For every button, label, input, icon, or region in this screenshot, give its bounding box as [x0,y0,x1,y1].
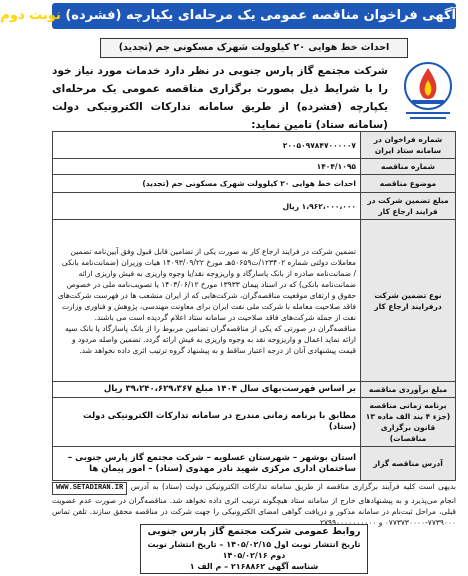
tender-number-value: ۲۰۰۵۰۹۷۸۴۷۰۰۰۰۰۷ [53,132,361,159]
notice-round-badge: نوبت دوم [0,8,61,23]
public-relations-title: روابط عمومی شرکت مجتمع گاز پارس جنوبی [147,526,361,537]
notice-id: شناسه آگهی ۲۱۶۸۸۶۲ – م الف ۱ [189,562,319,571]
schedule-value: مطابق با برنامه زمانی مندرج در سامانه تدارکات الکترونیکی دولت (ستاد) [53,398,361,447]
table-row [53,159,456,175]
footer-text-before: بدیهی است کلیه فرآیند برگزاری مناقصه از طریق سامانه تدارکات الکترونیکی دولت (ستاد) به آدرس [130,482,456,491]
estimated-amount-value: بر اساس فهرست‌بهای سال ۱۴۰۴ مبلغ ۳۹،۲۴۰،۶۲۹،۳۶۷ ریال [53,382,361,398]
publish-dates: تاریخ انتشار نوبت اول ۱۴۰۵/۰۲/۱۵ – تاریخ انتشار نوبت دوم ۱۴۰۵/۰۲/۱۶ [147,540,361,560]
row-label: مبلغ برآوردی مناقصه [361,382,456,398]
table-row [53,447,456,481]
row-label: برنامه زمانی مناقصه (جزء ۴ بند الف ماده ۱۳ قانون برگزاری مناقصات) [361,398,456,447]
setad-website-link[interactable]: WWW.SETADIRAN.IR [52,482,127,495]
public-relations-box [140,524,368,574]
address-value: استان بوشهر – شهرستان عسلویه – شرکت مجتمع گاز پارس جنوبی – ساختمان اداری مرکزی شهید نادر مهدوی (ستاد) – امور پیمان ها [53,447,361,481]
tender-subject-value: احداث خط هوایی ۲۰ کیلوولت شهرک مسکونی جم (تجدید) [53,175,361,193]
gas-company-flame-logo-icon [398,60,458,126]
footer-note [52,481,456,528]
project-subtitle: احداث خط هوایی ۲۰ کیلوولت شهرک مسکونی جم (تجدید) [100,38,408,58]
table-row [53,382,456,398]
row-label: موضوع مناقصه [361,175,456,193]
table-row [53,132,456,159]
table-row [53,193,456,220]
notice-title [0,3,456,29]
row-label: شماره مناقصه [361,159,456,175]
row-label: نوع تضمین شرکت درفرایند ارجاع کار [361,220,456,382]
notice-title-text: آگهی فراخوان مناقصه عمومی یک مرحله‌ای یکپارچه (فشرده) [65,8,456,23]
table-row [53,398,456,447]
table-row [53,175,456,193]
row-label: مبلغ تضمین شرکت در فرایند ارجاع کار [361,193,456,220]
footer-text-after: انجام می‌پذیرد و به پیشنهادهای خارج از سامانه ستاد هیچگونه ترتیب اثری داده نخواهد شد. مناقصه‌گران در صورت عدم عضویت قبلی، مراحل ثبت‌نام در سامانه مذکور و دریافت گواهی امضای الکترونیکی را جهت شرکت در مناقصه محقق سازند. تلفن تماس ۷۷۳۹۰۰۰-۰۷۷۳۷۳۰۰۰۰ و ۲۷۹۹۰۰۰۰۰۰۰۰۰۰ [52,496,456,527]
row-label: آدرس مناقصه گزار [361,447,456,481]
row-label: شماره فراخوان در سامانه ستاد ایران [361,132,456,159]
table-row [53,220,456,382]
tender-id-value: ۱۴۰۴/۱۰۹۵ [53,159,361,175]
guarantee-amount-value: ۱،۹۶۲،۰۰۰،۰۰۰ ریال [53,193,361,220]
intro-paragraph: شرکت مجتمع گاز پارس جنوبی در نظر دارد خدمات مورد نیاز خود را با شرایط ذیل بصورت برگزاری مناقصه عمومی یک مرحله‌ای یکپارچه (فشرده) از طریق سامانه تدارکات الکترونیکی دولت (سامانه ستاد) تامین نماید: [52,65,388,131]
guarantee-type-value: تضمین شرکت در فرایند ارجاع کار به صورت یکی از تضامین قابل قبول وفق آیین‌نامه تضمین معاملات دولتی شماره ۱۲۳۴۰۲/ت۵۰۶۵۹هـ مورخ ۱۴۰۹۳/۰۹/۲۲ هیات وزیران (ضمانت‌نامه بانکی / ضمانت‌نامه صادره از بانک پاسارگاد و واریزوجه نقد/یا وجوه واریزی به فیش واریزی ارائه ضمانت‌نامه بانکی) که در اسناد پیمان ۱۳۹۳۳ مورخ ۱۴۰۳/۰۶/۱۲ یا تصویب‌نامه ملی در خصوص حقوق و ارتقای موقعیت مناقصه‌گران، شرکت‌هایی که از ایران منشعب ها در فهرست شرکت‌های فاقد صلاحیت معامله با شرکت ملی نفت ایران برای معاونت مهندسی، پژوهش و فناوری وزارت نفت از جمله شرکت‌های فاقد صلاحیت در سامانه ستاد اعلام گردیده است می باشند. مناقصه‌گران در صورتی که یکی از مناقصه‌گران تضامین مربوط را از بانک پاسارگاد یا بانک سپه ارائه نماید اعمال و واریزوجه نقد به وجوه واریزی به فیش ارائه گردد. تضمین واصله مردود و قیمت پیشنهادی آنان از درجه اعتبار ساقط و به پیشنهاد گروه ترتیب اثری داده نخواهد شد. [53,220,361,382]
tender-details-table [52,131,456,481]
